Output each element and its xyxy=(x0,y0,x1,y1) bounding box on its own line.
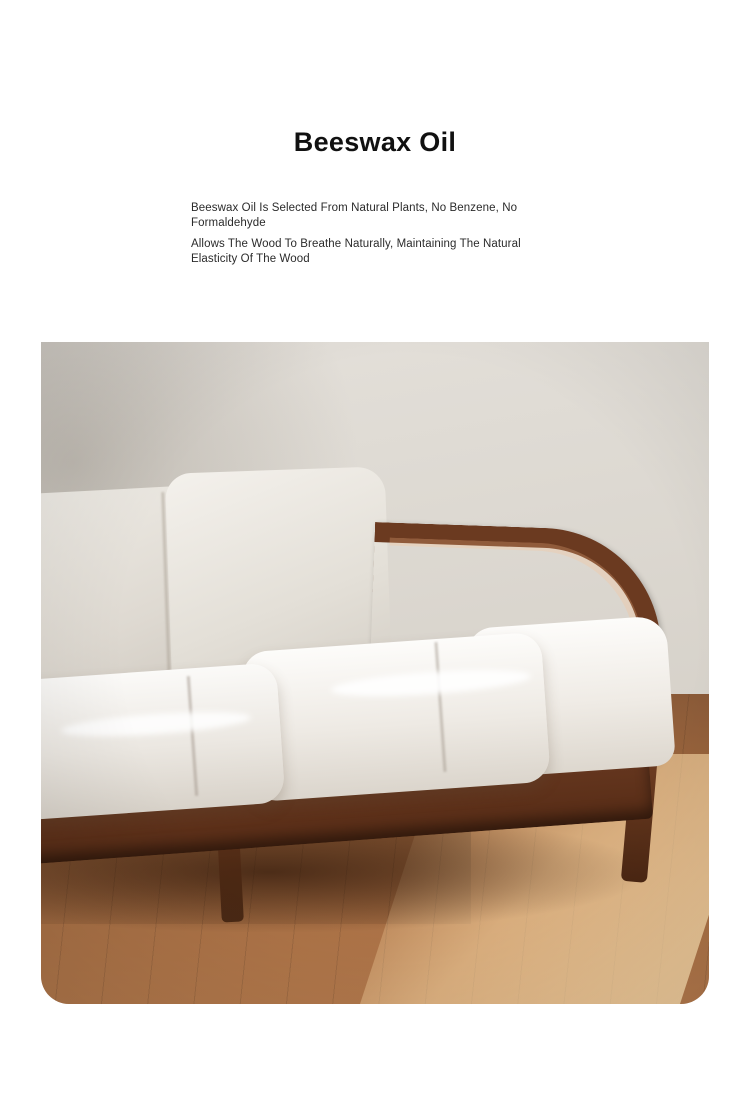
product-feature-card xyxy=(41,29,709,1004)
product-photo xyxy=(41,342,709,1004)
description-line-1: Beeswax Oil Is Selected From Natural Plants, No Benzene, No Formaldehyde xyxy=(191,202,518,229)
page-title: Beeswax Oil xyxy=(293,127,457,157)
sofa-seat-cushion-left xyxy=(41,662,286,821)
description-line-2: Allows The Wood To Breathe Naturally, Maintaining The Natural Elasticity Of The Wood xyxy=(191,238,521,265)
sofa-seat-cushion-middle xyxy=(241,632,551,803)
card-text-block xyxy=(41,29,709,342)
